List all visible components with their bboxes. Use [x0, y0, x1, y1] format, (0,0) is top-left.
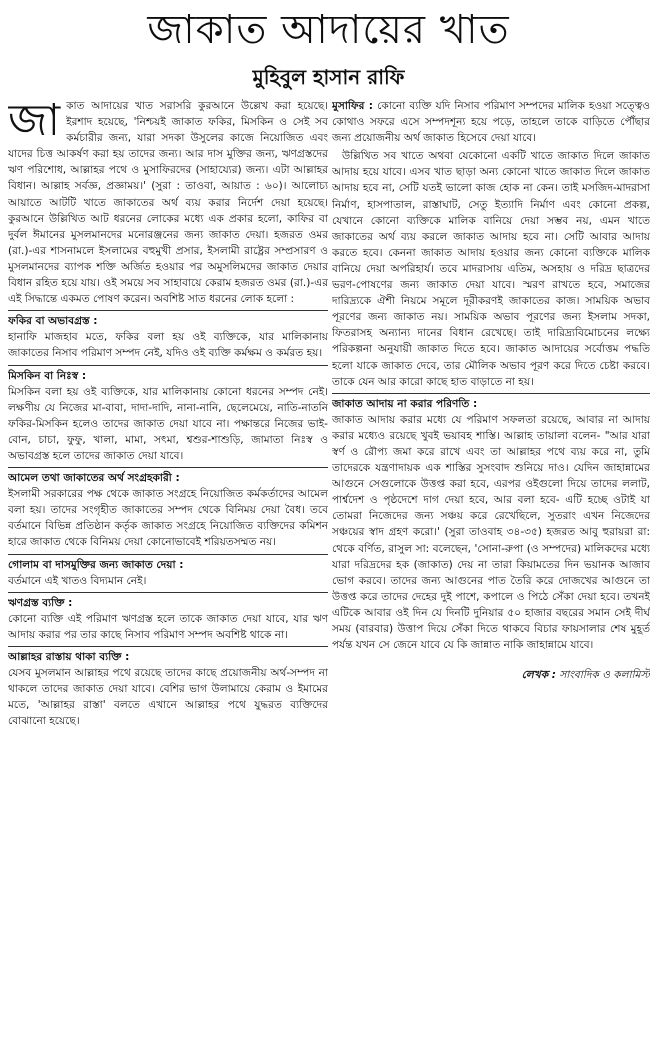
section-heading: ফকির বা অভাবগ্রস্ত :: [8, 310, 328, 329]
article-title: জাকাত আদায়ের খাত: [147, 7, 510, 53]
section-poor: [8, 310, 328, 361]
section-needy: [8, 365, 328, 465]
section-heading: আল্লাহর রাস্তায় থাকা ব্যক্তি :: [8, 646, 328, 665]
section-body: কোনো ব্যক্তি যদি নিসাব পরিমাণ সম্পদের মালিক হওয়া সত্ত্বেও কোথাও সফরে এসে সম্পদশূন্য হয়ে পড়ে, তাহলে তাকে বাড়িতে পৌঁছার জন্য প্রয়োজনীয় অর্থ জাকাত হিসেবে দেয়া যাবে।: [332, 100, 650, 145]
section-body: মিসকিন বলা হয় ওই ব্যক্তিকে, যার মালিকানায় কোনো ধরনের সম্পদ নেই। লক্ষণীয় যে নিজের মা-বাবা, দাদা-দাদি, নানা-নানি, ছেলেমেয়ে, নাতি-নাতনি ফকির-মিসকিন হলেও তাদের জাকাত দেয়া যাবে না। পক্ষান্তরে নিজের ভাই-বোন, চাচা, ফুফু, খালা, মামা, সৎমা, শ্বশুর-শাশুড়ি, জামাতা নিঃস্ব ও অভাবগ্রস্ত হলে তাদের জাকাত দেয়া যাবে।: [8, 385, 328, 462]
section-body: বর্তমানে এই খাতও বিদ্যমান নেই।: [8, 574, 147, 587]
signature-text: সাংবাদিক ও কলামিস্ট: [559, 669, 650, 682]
right-column: [332, 98, 650, 1048]
section-body: যেসব মুসলমান আল্লাহর পথে রয়েছে তাদের কাছে প্রয়োজনীয় অর্থ-সম্পদ না থাকলে তাদের জাকাত দেয়া যাবে। বেশির ভাগ উলামায়ে কেরাম ও ইমামের মতে, 'আল্লাহর রাস্তা' বলতে এখানে আল্লাহর পথে যুদ্ধরত ব্যক্তিদের বোঝানো হয়েছে।: [8, 667, 328, 728]
section-heading: ঋণগ্রস্ত ব্যক্তি :: [8, 592, 328, 611]
section-slaves: [8, 554, 328, 589]
section-traveler: [332, 98, 650, 146]
section-body: কোনো ব্যক্তি এই পরিমাণ ঋণগ্রস্ত হলে তাকে জাকাত দেয়া যাবে, যার ঋণ আদায় করার পর তার কাছে নিসাব পরিমাণ সম্পদ অবশিষ্ট থাকে না।: [8, 612, 328, 641]
note-paragraph: উল্লিখিত সব খাতে অথবা যেকোনো একটি খাতে জাকাত দিলে জাকাত আদায় হয়ে যাবে। এসব খাত ছাড়া অন্য কোনো খাতে জাকাত দিলে জাকাত আদায় হবে না, সেটি যতই ভালো কাজ হোক না কেন। তাই মসজিদ-মাদরাসা নির্মাণ, হাসপাতাল, রাস্তাঘাট, সেতু ইত্যাদি নির্মাণ এবং কোনো প্রকল্প, যেখানে কোনো ব্যক্তিকে মালিক বানিয়ে দেয়া সম্ভব নয়, এমন খাতে জাকাতের অর্থ ব্যয় করলে জাকাত আদায় হবে না। সেটি আবার আদায় করতে হবে। কেননা জাকাত আদায় হওয়ার জন্য কোনো ব্যক্তিকে মালিক বানিয়ে দেয়া অপরিহার্য। তবে মাদরাসায় এতিম, অসহায় ও দরিদ্র ছাত্রদের ভরণ-পোষণের জন্য জাকাত দেয়া যাবে। স্মরণ রাখতে হবে, সমাজের দারিদ্র্যকে ঐশী নিয়মে সমূলে দূরীকরণই জাকাতের কাজ। সাময়িক অভাব পূরণের জন্য জাকাত নয়। সাময়িক অভাব পূরণের জন্য ইসলাম সদকা, ফিতরাসহ অন্যান্য দানের বিধান রেখেছে। তাই দারিদ্র্যবিমোচনের লক্ষ্যে পরিকল্পনা অনুযায়ী জাকাত দিতে হবে। জাকাত আদায়ের সর্বোত্তম পদ্ধতি হলো যাকে জাকাত দেবে, তার মৌলিক অভাব পূরণ করে দিতে চেষ্টা করবে। তাকে যেন আর কারো কাছে হাত বাড়াতে না হয়।: [332, 150, 650, 388]
signature-label: লেখক :: [521, 669, 556, 682]
section-heading: জাকাত আদায় না করার পরিণতি :: [332, 393, 650, 412]
section-collectors: [8, 467, 328, 550]
intro-paragraph: [8, 98, 328, 307]
section-heading: গোলাম বা দাসমুক্তির জন্য জাকাত দেয়া :: [8, 554, 328, 573]
section-body: হানাফি মাজহাব মতে, ফকির বলা হয় ওই ব্যক্তিকে, যার মালিকানায় জাকাতের নিসাব পরিমাণ সম্পদ নেই, যদিও ওই ব্যক্তি কর্মক্ষম ও কর্মরত হয়।: [8, 331, 328, 360]
drop-cap: জা: [8, 98, 61, 146]
writer-signature: [332, 667, 650, 683]
intro-text: কাত আদায়ের খাত সরাসরি কুরআনে উল্লেখ করা হয়েছে। ইরশাদ হয়েছে, 'নিশ্চয়ই জাকাত ফকির, মিসকিন ও সেই সব কর্মচারীর জন্য, যারা সদকা উসুলের কাজে নিয়োজিত এবং যাদের চিত্ত আকর্ষণ করা হয় তাদের জন্য। আর দাস মুক্তির জন্য, ঋণগ্রস্তদের ঋণ পরিশোধ, আল্লাহর পথে ও মুসাফিরদের (সাহায্যের) জন্য। এটা আল্লাহর বিধান। আল্লাহ সর্বজ্ঞ, প্রজ্ঞাময়।' (সুরা : তাওবা, আয়াত : ৬০)। আলোচ্য আয়াতে আটটি খাতে জাকাতের অর্থ ব্যয় করার নির্দেশ দেয়া হয়েছে। কুরআনে উল্লিখিত আট ধরনের লোকের মধ্যে এক প্রকার হলো, কাফির বা দুর্বল ঈমানের মুসলমানদের মনোরঞ্জনের জন্য জাকাত দেয়া। হজরত ওমর (রা.)-এর শাসনামলে ইসলামের বহুমুখী প্রসার, ইসলামী রাষ্ট্রের সম্প্রসারণ ও মুসলমানদের ব্যাপক শক্তি অর্জিত হওয়ার পর অমুসলিমদের জাকাত দেয়ার বিধান রহিত হয়ে যায়। ওই সময়ে সব সাহাবায়ে কেরাম হজরত ওমর (রা.)-এর এই সিদ্ধান্তে একমত পোষণ করেন। অবশিষ্ট সাত ধরনের লোক হলো :: [8, 100, 328, 306]
section-heading: মুসাফির :: [332, 100, 373, 112]
section-consequence: [332, 393, 650, 654]
section-heading: আমেল তথা জাকাতের অর্থ সংগ্রহকারী :: [8, 467, 328, 486]
section-allah-path: [8, 646, 328, 729]
section-heading: মিসকিন বা নিঃস্ব :: [8, 365, 328, 384]
left-column: [8, 98, 328, 1048]
section-debtors: [8, 592, 328, 643]
article-author: মুহিবুল হাসান রাফি: [252, 65, 405, 89]
section-body: ইসলামী সরকারের পক্ষ থেকে জাকাত সংগ্রহে নিয়োজিত কর্মকর্তাদের আমেল বলা হয়। তাদের সংগৃহীত জাকাতের সম্পদ থেকে বিনিময় দেয়া বৈধ। তবে বর্তমানে বিভিন্ন প্রতিষ্ঠান কর্তৃক জাকাত সংগ্রহে নিয়োজিত ব্যক্তিদের কমিশন হারে জাকাত থেকে বিনিময় দেয়া কোনোভাবেই শরিয়তসম্মত নয়।: [8, 488, 328, 549]
section-body: জাকাত আদায় করার মধ্যে যে পরিমাণ সফলতা রয়েছে, আবার না আদায় করার মধ্যেও রয়েছে খুবই ভয়াবহ শাস্তি। আল্লাহ তায়ালা বলেন- "আর যারা স্বর্ণ ও রৌপ্য জমা করে রাখে এবং তা আল্লাহর পথে ব্যয় করে না, তুমি তাদেরকে যন্ত্রণাদায়ক এক শাস্তির সুসংবাদ শুনিয়ে দাও। যেদিন জাহান্নামের আগুনে সেগুলোকে উত্তপ্ত করা হবে, এরপর ওইগুলো দিয়ে তাদের ললাট, পার্শ্বদেশ ও পৃষ্ঠদেশে দাগ দেয়া হবে, আর বলা হবে- এটি হচ্ছে ওটাই যা তোমরা নিজেদের জন্য সঞ্চয় করে রেখেছিলে, সুতরাং এখন নিজেদের সঞ্চয়ের স্বাদ গ্রহণ করো।' (সুরা তাওবাহ ৩৪-৩৫) হজরত আবু হুরায়রা রা: থেকে বর্ণিত, রাসুল সা: বলেছেন, 'সোনা-রুপা (ও সম্পদের) মালিকদের মধ্যে যারা দরিদ্রদের হক (জাকাত) দেয় না তারা কিয়ামতের দিন ভয়ানক আজাব ভোগ করবে। তাদের জন্য আগুনের পাত তৈরি করে দোজখের আগুনে তা উত্তপ্ত করে তাদের দেহের দুই পাশে, কপালে ও পিঠে সেঁকা দেয়া হবে। তখনই এটিকে আবার ওই দিন যে দিনটি দুনিয়ার ৫০ হাজার বছরের সমান সেই দীর্ঘ সময় (বারবার) উত্তাপ দিয়ে সেঁকা দিতে থাকবে বিচার ফায়সালার শেষ মুহূর্ত পর্যন্ত যখন সে জেনে যাবে যে কি জান্নাত নাকি জাহান্নামে যাবে।: [332, 413, 650, 652]
